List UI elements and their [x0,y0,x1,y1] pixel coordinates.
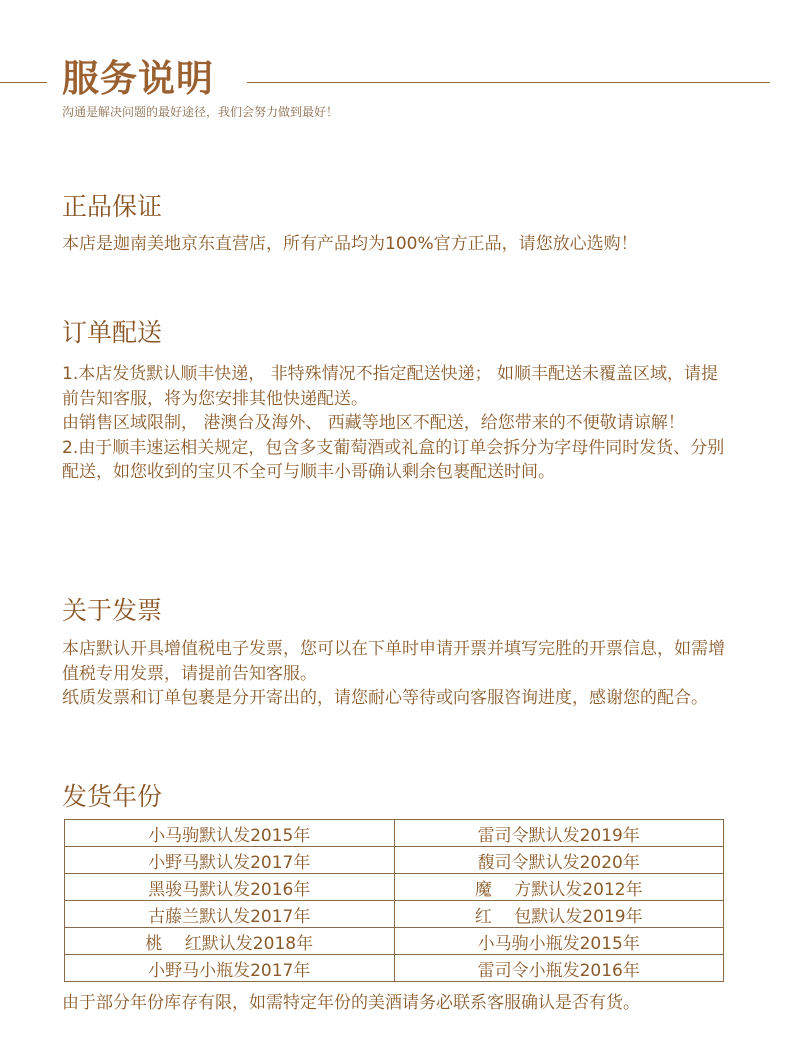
table-cell: 雷司令默认发2019年 [394,820,724,847]
section-body-genuine [62,232,732,257]
table-cell: 红 包默认发2019年 [394,901,724,928]
section-title-genuine: 正品保证 [62,192,163,221]
header-rule-right [247,82,770,83]
table-cell: 雷司令小瓶发2016年 [394,955,724,982]
table-cell: 黑骏马默认发2016年 [65,874,395,901]
vintage-table [64,819,724,982]
invoice-paragraph: 本店默认开具增值税电子发票，您可以在下单时申请开票并填写完胜的开票信息，如需增值税专用发票，请提前告知客服。 [62,639,725,684]
page-title: 服务说明 [62,57,214,100]
table-row [65,874,724,901]
table-cell: 小马驹默认发2015年 [65,820,395,847]
invoice-paragraph: 纸质发票和订单包裹是分开寄出的，请您耐心等待或向客服咨询进度，感谢您的配合。 [62,688,708,708]
table-row [65,955,724,982]
table-cell: 馥司令默认发2020年 [394,847,724,874]
table-row [65,847,724,874]
table-cell: 小野马默认发2017年 [65,847,395,874]
vintage-note: 由于部分年份库存有限，如需特定年份的美酒请务必联系客服确认是否有货。 [62,993,640,1013]
table-cell: 魔 方默认发2012年 [394,874,724,901]
table-cell: 小野马小瓶发2017年 [65,955,395,982]
table-row [65,928,724,955]
delivery-paragraph: 由销售区域限制， 港澳台及海外、 西藏等地区不配送，给您带来的不便敬请谅解！ [62,413,685,433]
header-rule-left [0,82,47,83]
section-title-delivery: 订单配送 [62,318,163,347]
section-title-vintage: 发货年份 [62,782,163,811]
section-title-invoice: 关于发票 [62,596,163,625]
table-row [65,901,724,928]
delivery-paragraph: 1.本店发货默认顺丰快递， 非特殊情况不指定配送快递； 如顺丰配送未覆盖区域，请提前告知客服，将为您安排其他快递配送。 [62,364,719,409]
page-subtitle: 沟通是解决问题的最好途径，我们会努力做到最好！ [62,105,339,119]
table-row [65,820,724,847]
section-body-delivery [62,362,732,485]
genuine-text: 本店是迦南美地京东直营店，所有产品均为100%官方正品，请您放心选购！ [62,234,638,254]
delivery-paragraph: 2.由于顺丰速运相关规定，包含多支葡萄酒或礼盒的订单会拆分为字母件同时发货、分别配送，如您收到的宝贝不全可与顺丰小哥确认剩余包裹配送时间。 [62,437,725,482]
table-cell: 小马驹小瓶发2015年 [394,928,724,955]
table-cell: 桃 红默认发2018年 [65,928,395,955]
section-body-invoice [62,637,732,711]
table-cell: 古藤兰默认发2017年 [65,901,395,928]
